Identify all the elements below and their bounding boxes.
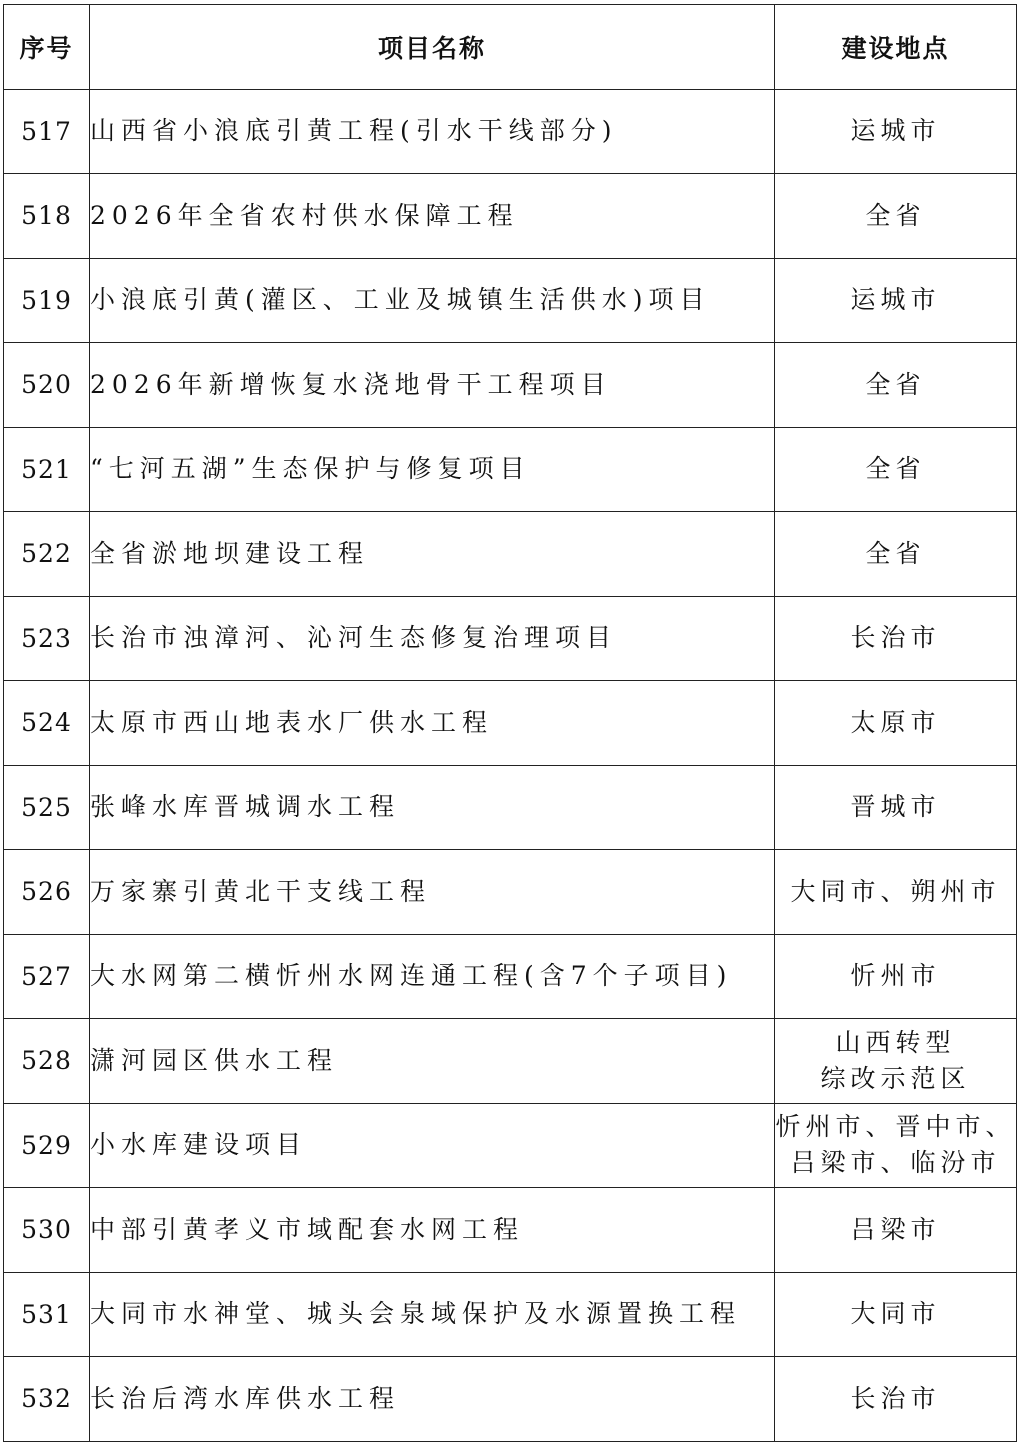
project-table [3, 4, 1017, 1442]
location-line: 运城市 [850, 285, 941, 315]
header-project-name: 项目名称 [90, 5, 775, 90]
serial-number-cell: 518 [4, 174, 90, 259]
table-row [4, 89, 1017, 174]
location-line: 长治市 [850, 623, 941, 653]
project-name-cell: 2026年新增恢复水浇地骨干工程项目 [90, 343, 775, 428]
location-line: 运城市 [850, 116, 941, 146]
table-row [4, 427, 1017, 512]
location-line: 忻州市、晋中市、 [775, 1112, 1016, 1142]
construction-location-cell [775, 1188, 1017, 1273]
location-line: 大同市 [850, 1299, 941, 1329]
location-line: 太原市 [850, 707, 941, 737]
serial-number-cell: 522 [4, 512, 90, 597]
project-name-cell: 山西省小浪底引黄工程(引水干线部分) [90, 89, 775, 174]
serial-number-cell: 527 [4, 934, 90, 1019]
serial-number-cell: 521 [4, 427, 90, 512]
construction-location-cell [775, 343, 1017, 428]
serial-number-cell: 528 [4, 1019, 90, 1104]
project-name-cell: 太原市西山地表水厂供水工程 [90, 681, 775, 766]
header-serial-number: 序号 [4, 5, 90, 90]
serial-number-cell: 517 [4, 89, 90, 174]
serial-number-cell: 530 [4, 1188, 90, 1273]
project-name-cell: “七河五湖”生态保护与修复项目 [90, 427, 775, 512]
project-name-cell: 小浪底引黄(灌区、工业及城镇生活供水)项目 [90, 258, 775, 343]
construction-location-cell [775, 258, 1017, 343]
location-line: 忻州市 [850, 961, 941, 991]
location-line: 山西转型 [835, 1027, 956, 1057]
project-name-cell: 长治市浊漳河、沁河生态修复治理项目 [90, 596, 775, 681]
project-name-cell: 长治后湾水库供水工程 [90, 1357, 775, 1442]
project-name-cell: 全省淤地坝建设工程 [90, 512, 775, 597]
table-row [4, 934, 1017, 1019]
location-line: 综改示范区 [820, 1063, 971, 1093]
table-row [4, 596, 1017, 681]
construction-location-cell [775, 512, 1017, 597]
location-line: 全省 [865, 454, 926, 484]
location-line: 吕梁市、临汾市 [790, 1148, 1001, 1178]
table-row [4, 765, 1017, 850]
serial-number-cell: 520 [4, 343, 90, 428]
serial-number-cell: 523 [4, 596, 90, 681]
construction-location-cell [775, 934, 1017, 1019]
location-line: 晋城市 [850, 792, 941, 822]
project-name-cell: 大同市水神堂、城头会泉域保护及水源置换工程 [90, 1272, 775, 1357]
construction-location-cell [775, 1019, 1017, 1104]
construction-location-cell [775, 89, 1017, 174]
construction-location-cell [775, 1272, 1017, 1357]
construction-location-cell [775, 596, 1017, 681]
project-name-cell: 潇河园区供水工程 [90, 1019, 775, 1104]
table-row [4, 258, 1017, 343]
table-row [4, 512, 1017, 597]
table-row [4, 1103, 1017, 1188]
table-body [4, 89, 1017, 1441]
table-row [4, 174, 1017, 259]
table-row [4, 1188, 1017, 1273]
serial-number-cell: 526 [4, 850, 90, 935]
serial-number-cell: 524 [4, 681, 90, 766]
location-line: 全省 [865, 200, 926, 230]
project-name-cell: 小水库建设项目 [90, 1103, 775, 1188]
construction-location-cell [775, 427, 1017, 512]
construction-location-cell [775, 850, 1017, 935]
location-line: 全省 [865, 369, 926, 399]
table-row [4, 681, 1017, 766]
header-construction-location: 建设地点 [775, 5, 1017, 90]
serial-number-cell: 529 [4, 1103, 90, 1188]
construction-location-cell [775, 1103, 1017, 1188]
serial-number-cell: 532 [4, 1357, 90, 1442]
project-name-cell: 万家寨引黄北干支线工程 [90, 850, 775, 935]
location-line: 大同市、朔州市 [790, 876, 1001, 906]
project-name-cell: 中部引黄孝义市域配套水网工程 [90, 1188, 775, 1273]
project-name-cell: 2026年全省农村供水保障工程 [90, 174, 775, 259]
table-row [4, 850, 1017, 935]
table-row [4, 343, 1017, 428]
construction-location-cell [775, 681, 1017, 766]
project-name-cell: 张峰水库晋城调水工程 [90, 765, 775, 850]
serial-number-cell: 525 [4, 765, 90, 850]
table-row [4, 1357, 1017, 1442]
serial-number-cell: 531 [4, 1272, 90, 1357]
construction-location-cell [775, 1357, 1017, 1442]
construction-location-cell [775, 765, 1017, 850]
table-header-row [4, 5, 1017, 90]
location-line: 吕梁市 [850, 1214, 941, 1244]
table-row [4, 1272, 1017, 1357]
table-row [4, 1019, 1017, 1104]
location-line: 长治市 [850, 1383, 941, 1413]
serial-number-cell: 519 [4, 258, 90, 343]
location-line: 全省 [865, 538, 926, 568]
construction-location-cell [775, 174, 1017, 259]
project-name-cell: 大水网第二横忻州水网连通工程(含7个子项目) [90, 934, 775, 1019]
